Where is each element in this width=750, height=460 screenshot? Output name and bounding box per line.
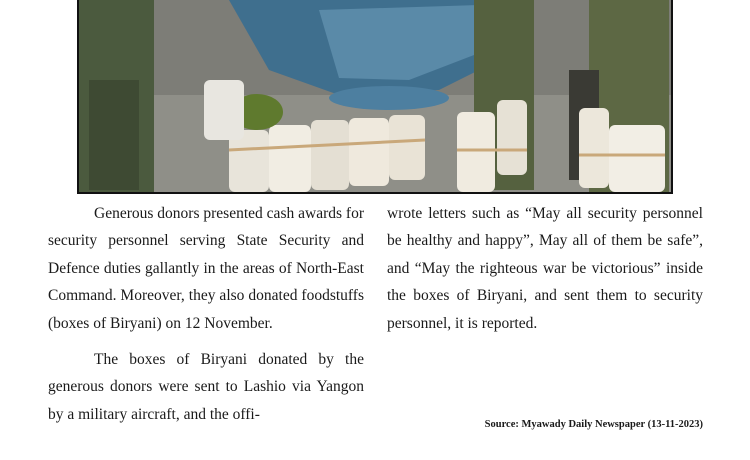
paragraph-1: Generous donors presented cash awards for security personnel serving State Security and Defence duties gallantly in the areas of North-East Command. Moreover, they also donated foodstuffs (boxes of Biryani) on 12 November. xyxy=(48,205,364,332)
paragraph-2: The boxes of Biryani donated by the generous donors were sent to Lashio via Yangon by a military aircraft, and the offi- xyxy=(48,351,364,423)
photo-illustration xyxy=(79,0,673,194)
paragraph-3: wrote letters such as “May all security personnel be healthy and happy”, May all of them be safe”, and “May the righteous war be victorious” inside the boxes of Biryani, and sent them to security personnel, it is reported. xyxy=(387,205,703,332)
article-right-column xyxy=(387,200,703,337)
article-left-column xyxy=(48,200,364,428)
source-credit: Source: Myawady Daily Newspaper (13-11-2023) xyxy=(484,419,703,430)
article-photo xyxy=(77,0,673,194)
